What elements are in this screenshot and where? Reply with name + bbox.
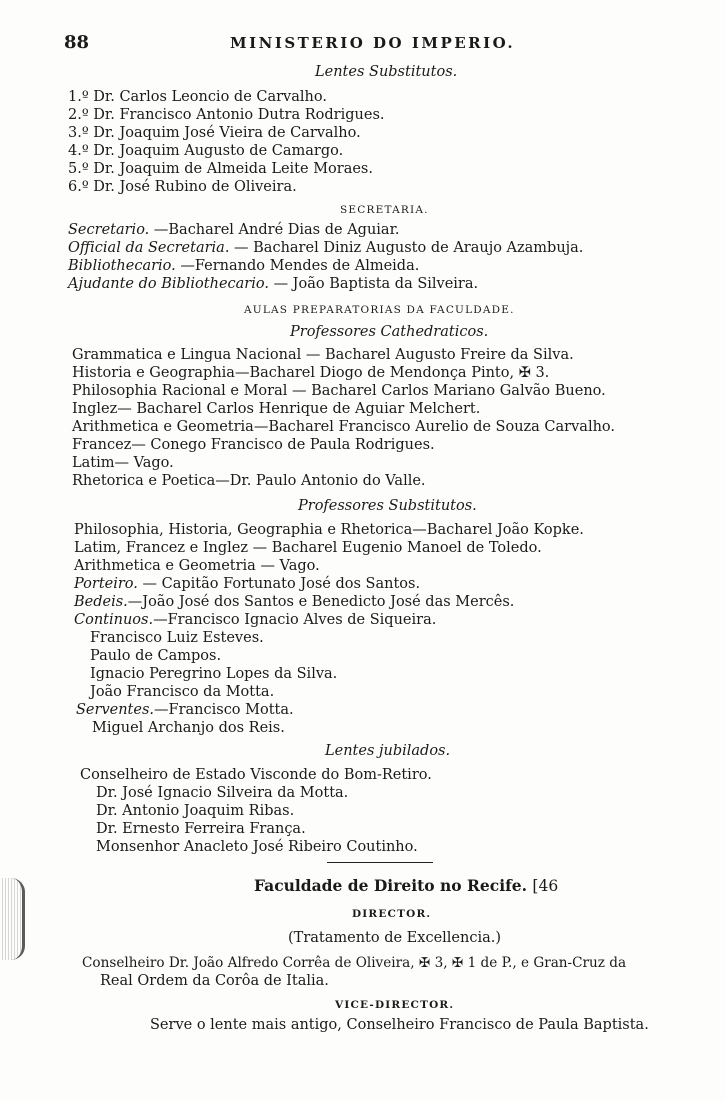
list-item: Dr. José Ignacio Silveira da Motta. <box>96 785 349 801</box>
list-item <box>68 88 327 106</box>
list-item: Dr. Ernesto Ferreira França. <box>96 821 306 837</box>
list-item <box>68 124 361 142</box>
role-label: Continuos. <box>74 612 154 628</box>
secretaria-entry <box>68 239 583 257</box>
entry-text: — João Baptista da Silveira. <box>273 276 479 292</box>
director-line-2: Real Ordem da Corôa de Italia. <box>100 973 329 989</box>
secretaria-entry <box>68 221 400 239</box>
secretaria-entry <box>68 257 419 275</box>
porteiro-entry <box>74 575 420 593</box>
list-item-text: Dr. Joaquim Augusto de Camargo. <box>93 143 344 159</box>
entry-text: —João José dos Santos e Benedicto José das Mercês. <box>127 594 515 610</box>
list-item: Francisco Luiz Esteves. <box>90 630 264 646</box>
role-label: Secretario. <box>68 222 150 238</box>
director-line-1: Conselheiro Dr. João Alfredo Corrêa de Oliveira, ✠ 3, ✠ 1 de P., e Gran-Cruz da <box>82 955 627 971</box>
vice-director-text: Serve o lente mais antigo, Conselheiro Francisco de Paula Baptista. <box>150 1017 649 1033</box>
entry-text: — Bacharel Diniz Augusto de Araujo Azambuja. <box>234 240 584 256</box>
director-heading: DIRECTOR. <box>352 908 432 920</box>
list-item-text: Dr. Joaquim de Almeida Leite Moraes. <box>93 161 373 177</box>
continuos-entry <box>74 611 436 629</box>
list-item <box>68 142 343 160</box>
list-item-text: Dr. Joaquim José Vieira de Carvalho. <box>93 125 361 141</box>
list-item-text: Dr. Francisco Antonio Dutra Rodrigues. <box>93 107 385 123</box>
subheading-substitutos: Professores Substitutos. <box>298 498 477 514</box>
role-label: Bibliothecario. <box>68 258 176 274</box>
entry-text: —Bacharel André Dias de Aguiar. <box>153 222 400 238</box>
section-heading-lentes-substitutos: Lentes Substitutos. <box>315 64 458 80</box>
role-label: Ajudante do Bibliothecario. <box>68 276 269 292</box>
faculdade-title <box>254 877 558 895</box>
list-item: Historia e Geographia—Bacharel Diogo de Mendonça Pinto, ✠ 3. <box>72 365 550 381</box>
section-heading-aulas: AULAS PREPARATORIAS DA FACULDADE. <box>244 304 515 316</box>
binding-margin-mark <box>0 878 25 960</box>
entry-text: — Capitão Fortunato José dos Santos. <box>142 576 421 592</box>
list-item-text: Dr. José Rubino de Oliveira. <box>93 179 297 195</box>
list-item: João Francisco da Motta. <box>90 684 275 700</box>
ordinal: 1.º <box>68 89 89 105</box>
faculdade-title-text: Faculdade de Direito no Recife. <box>254 876 528 895</box>
list-item: Philosophia, Historia, Geographia e Rhetorica—Bacharel João Kopke. <box>74 522 584 538</box>
list-item: Arithmetica e Geometria—Bacharel Francisco Aurelio de Souza Carvalho. <box>72 419 615 435</box>
secretaria-entry <box>68 275 478 293</box>
list-item: Conselheiro de Estado Visconde do Bom-Retiro. <box>80 767 432 783</box>
section-divider <box>327 862 433 863</box>
list-item <box>68 160 373 178</box>
page-reference: [46 <box>532 877 559 895</box>
role-label: Bedeis. <box>74 594 128 610</box>
list-item: Latim, Francez e Inglez — Bacharel Eugenio Manoel de Toledo. <box>74 540 542 556</box>
list-item-text: Dr. Carlos Leoncio de Carvalho. <box>93 89 327 105</box>
ordinal: 5.º <box>68 161 89 177</box>
tratamento-line: (Tratamento de Excellencia.) <box>288 930 502 946</box>
list-item: Grammatica e Lingua Nacional — Bacharel Augusto Freire da Silva. <box>72 347 574 363</box>
ordinal: 2.º <box>68 107 89 123</box>
entry-text: —Francisco Motta. <box>154 702 294 718</box>
list-item <box>68 178 297 196</box>
subheading-cathedraticos: Professores Cathedraticos. <box>290 324 489 340</box>
entry-text: —Fernando Mendes de Almeida. <box>180 258 420 274</box>
list-item: Latim— Vago. <box>72 455 174 471</box>
ordinal: 3.º <box>68 125 89 141</box>
list-item: Ignacio Peregrino Lopes da Silva. <box>90 666 338 682</box>
role-label: Official da Secretaria. <box>68 240 230 256</box>
list-item: Inglez— Bacharel Carlos Henrique de Aguiar Melchert. <box>72 401 481 417</box>
list-item: Monsenhor Anacleto José Ribeiro Coutinho. <box>96 839 418 855</box>
section-heading-secretaria: SECRETARIA. <box>340 204 429 216</box>
role-label: Porteiro. <box>74 576 138 592</box>
running-header: MINISTERIO DO IMPERIO. <box>230 34 516 52</box>
serventes-entry <box>76 701 294 719</box>
role-label: Serventes. <box>76 702 155 718</box>
entry-text: —Francisco Ignacio Alves de Siqueira. <box>153 612 437 628</box>
ordinal: 6.º <box>68 179 89 195</box>
vice-director-heading: VICE-DIRECTOR. <box>335 999 455 1011</box>
list-item <box>68 106 385 124</box>
list-item: Arithmetica e Geometria — Vago. <box>74 558 320 574</box>
list-item: Paulo de Campos. <box>90 648 222 664</box>
list-item: Miguel Archanjo dos Reis. <box>92 720 285 736</box>
list-item: Rhetorica e Poetica—Dr. Paulo Antonio do Valle. <box>72 473 426 489</box>
list-item: Dr. Antonio Joaquim Ribas. <box>96 803 295 819</box>
section-heading-lentes-jubilados: Lentes jubilados. <box>325 743 451 759</box>
ordinal: 4.º <box>68 143 89 159</box>
list-item: Philosophia Racional e Moral — Bacharel Carlos Mariano Galvão Bueno. <box>72 383 606 399</box>
page-number: 88 <box>64 32 90 53</box>
list-item: Francez— Conego Francisco de Paula Rodrigues. <box>72 437 435 453</box>
bedeis-entry <box>74 593 514 611</box>
